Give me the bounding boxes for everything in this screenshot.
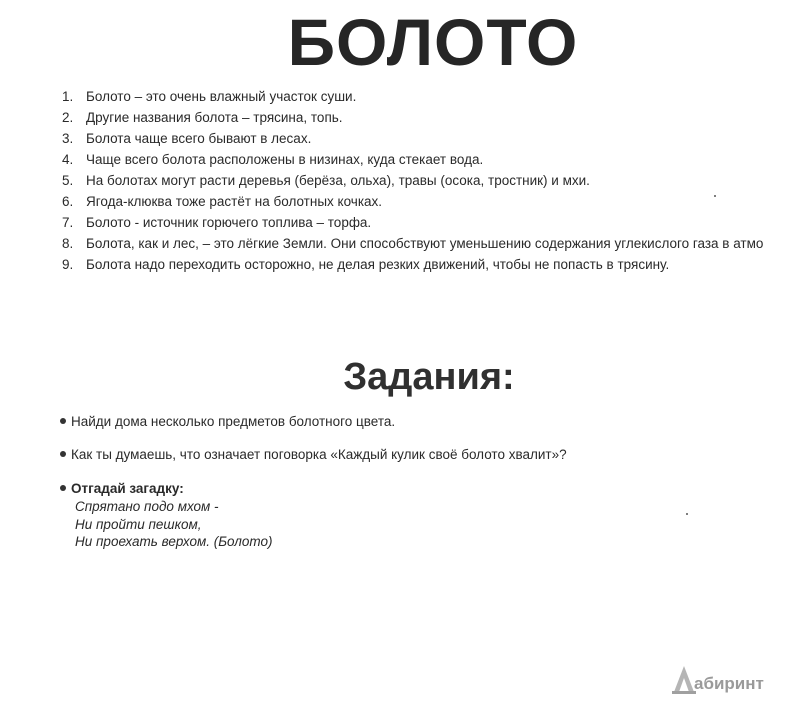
item-number: 5. <box>62 173 74 188</box>
list-item <box>62 149 800 170</box>
watermark <box>670 662 790 698</box>
tasks-heading: Задания: <box>343 356 515 398</box>
task-text: Найди дома несколько предметов болотного цвета. <box>71 414 396 429</box>
item-text: Болота, как и лес, – это лёгкие Земли. Они способствуют уменьшению содержания углекислого газа в атмо <box>86 236 764 251</box>
item-text: Другие названия болота – трясина, топь. <box>86 110 343 125</box>
item-text: На болотах могут расти деревья (берёза, ольха), травы (осока, тростник) и мхи. <box>86 173 590 188</box>
speck <box>686 513 688 515</box>
list-item <box>62 212 800 233</box>
item-number: 2. <box>62 110 74 125</box>
item-text: Болота чаще всего бывают в лесах. <box>86 131 312 146</box>
bullet-icon <box>60 451 66 457</box>
list-item <box>62 254 800 275</box>
riddle-line: Спрятано подо мхом - <box>75 499 219 514</box>
item-number: 4. <box>62 152 74 167</box>
list-item <box>62 128 800 149</box>
item-text: Болото – это очень влажный участок суши. <box>86 89 357 104</box>
facts-list <box>62 86 800 275</box>
watermark-text: абиринт <box>694 674 764 693</box>
speck <box>714 195 716 197</box>
page-title: БОЛОТО <box>287 5 579 79</box>
item-number: 1. <box>62 89 74 104</box>
item-number: 3. <box>62 131 74 146</box>
riddle-line: Ни пройти пешком, <box>75 516 202 532</box>
list-item <box>62 233 800 254</box>
bullet-icon <box>60 485 66 491</box>
riddle-line: Ни проехать верхом. (Болото) <box>75 534 273 549</box>
item-text: Чаще всего болота расположены в низинах, куда стекает вода. <box>86 152 484 167</box>
item-number: 8. <box>62 236 74 251</box>
item-text: Болото - источник горючего топлива – торфа. <box>86 215 372 230</box>
item-number: 7. <box>62 215 74 230</box>
item-number: 6. <box>62 194 74 209</box>
item-text: Ягода-клюква тоже растёт на болотных кочках. <box>86 194 383 209</box>
task-item <box>60 414 395 429</box>
list-item <box>62 170 800 191</box>
list-item <box>62 191 800 212</box>
task-text: Как ты думаешь, что означает поговорка «Каждый кулик своё болото хвалит»? <box>71 447 567 462</box>
task-item <box>60 481 184 496</box>
task-text: Отгадай загадку: <box>71 481 184 496</box>
list-item <box>62 86 800 107</box>
bullet-icon <box>60 418 66 424</box>
list-item <box>62 107 800 128</box>
task-item <box>60 447 567 462</box>
item-number: 9. <box>62 257 74 272</box>
riddle <box>75 498 272 551</box>
item-text: Болота надо переходить осторожно, не делая резких движений, чтобы не попасть в трясину. <box>86 257 670 272</box>
